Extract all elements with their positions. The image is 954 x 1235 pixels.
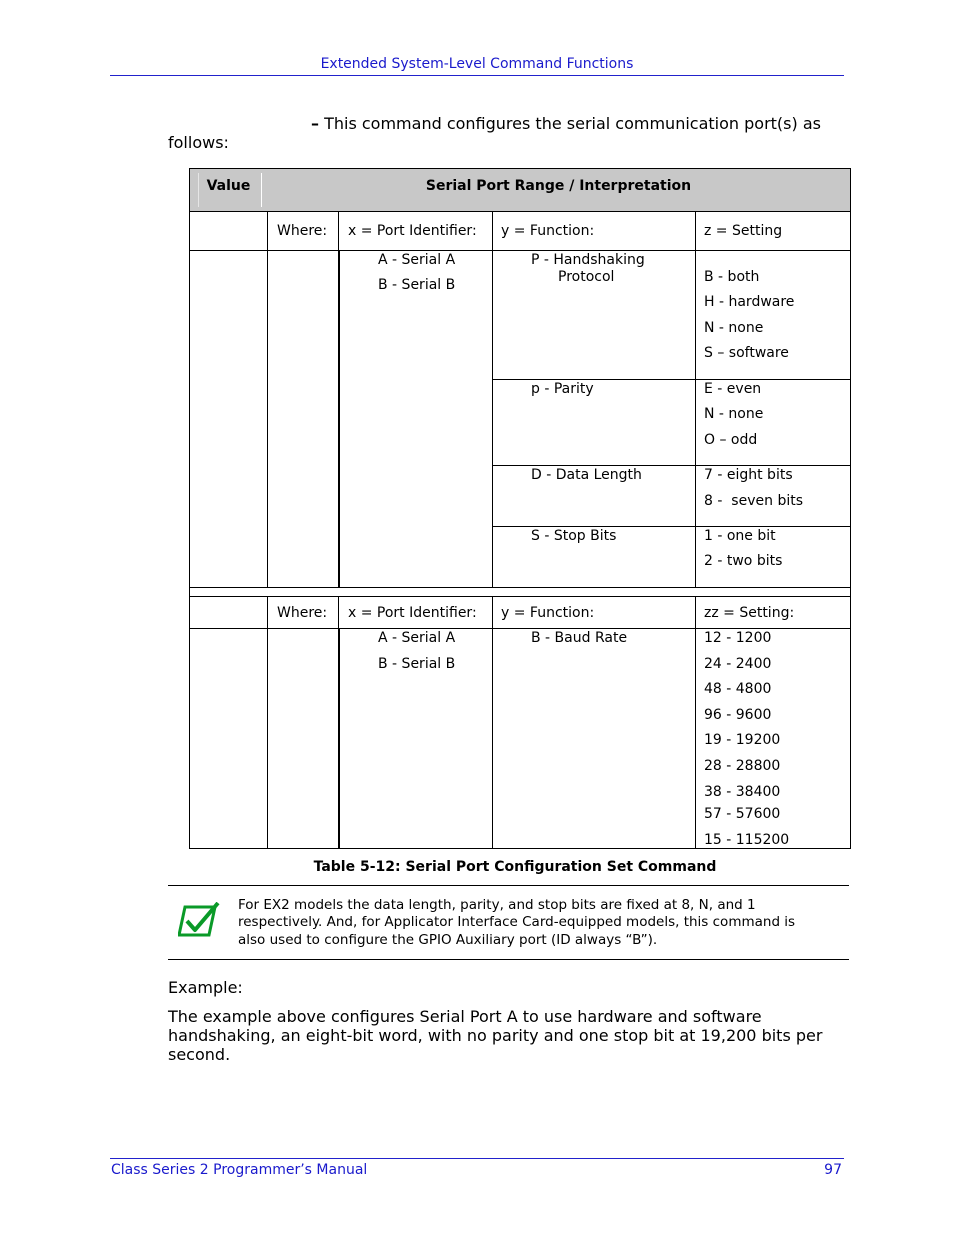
col-header-value: Value bbox=[206, 178, 251, 194]
s1-y-label: y = Function: bbox=[501, 223, 595, 239]
note-rule-bottom bbox=[168, 959, 849, 960]
s1-port-b: B - Serial B bbox=[378, 277, 456, 293]
table-caption: Table 5-12: Serial Port Configuration Set Command bbox=[313, 859, 717, 875]
fn-parity: p - Parity bbox=[531, 381, 594, 397]
section2-label-bottom bbox=[189, 628, 851, 629]
baud-setting-7: 57 - 57600 bbox=[704, 806, 781, 822]
setting-hs-0: B - both bbox=[704, 269, 760, 285]
baud-setting-3: 96 - 9600 bbox=[704, 707, 772, 723]
setting-sb-0: 1 - one bit bbox=[704, 528, 776, 544]
setting-hs-2: N - none bbox=[704, 320, 764, 336]
col-line-y-s1 bbox=[695, 211, 696, 588]
note-rule-top bbox=[168, 885, 849, 886]
row-sep-parity bbox=[492, 465, 851, 466]
col-line-x-s2 bbox=[492, 596, 493, 849]
note-line-3: also used to configure the GPIO Auxiliary port (ID always “B”). bbox=[238, 932, 658, 948]
section1-bottom bbox=[189, 587, 851, 588]
setting-parity-1: N - none bbox=[704, 406, 764, 422]
s2-y-label: y = Function: bbox=[501, 605, 595, 621]
table-border-top bbox=[189, 168, 851, 169]
s2-z-label: zz = Setting: bbox=[704, 605, 795, 621]
s2-port-a: A - Serial A bbox=[378, 630, 456, 646]
baud-setting-8: 15 - 115200 bbox=[704, 832, 790, 848]
example-line-2: handshaking, an eight-bit word, with no parity and one stop bit at 19,200 bits per bbox=[168, 1026, 823, 1045]
col-line-where-s1-b bbox=[339, 250, 340, 588]
s2-x-label: x = Port Identifier: bbox=[348, 605, 477, 621]
baud-setting-1: 24 - 2400 bbox=[704, 656, 772, 672]
fn-stop-bits: S - Stop Bits bbox=[531, 528, 617, 544]
row-sep-handshake bbox=[492, 379, 851, 380]
s1-z-label: z = Setting bbox=[704, 223, 783, 239]
fn-handshaking-line2: Protocol bbox=[558, 269, 615, 285]
setting-sb-1: 2 - two bits bbox=[704, 553, 783, 569]
table-border-right bbox=[850, 168, 851, 849]
table-border-left bbox=[189, 168, 190, 849]
fn-baud-rate: B - Baud Rate bbox=[531, 630, 628, 646]
col-line-value-s1 bbox=[267, 211, 268, 588]
table-border-bottom bbox=[189, 848, 851, 849]
setting-hs-1: H - hardware bbox=[704, 294, 795, 310]
fn-handshaking: P - Handshaking bbox=[531, 252, 645, 268]
setting-dl-0: 7 - eight bits bbox=[704, 467, 793, 483]
example-line-1: The example above configures Serial Port A to use hardware and software bbox=[168, 1007, 762, 1026]
setting-hs-3: S – software bbox=[704, 345, 789, 361]
col-line-value-s2 bbox=[267, 596, 268, 849]
intro-line-2: follows: bbox=[168, 133, 229, 152]
baud-setting-4: 19 - 19200 bbox=[704, 732, 781, 748]
s2-where: Where: bbox=[277, 605, 328, 621]
footer-rule bbox=[110, 1158, 844, 1159]
note-line-2: respectively. And, for Applicator Interface Card-equipped models, this command is bbox=[238, 914, 796, 930]
col-line-x-s1 bbox=[492, 211, 493, 588]
col-line-where-s2-b bbox=[339, 628, 340, 849]
baud-setting-5: 28 - 28800 bbox=[704, 758, 781, 774]
page-number: 97 bbox=[824, 1162, 842, 1178]
fn-data-length: D - Data Length bbox=[531, 467, 642, 483]
running-header: Extended System-Level Command Functions bbox=[320, 56, 634, 72]
s1-x-label: x = Port Identifier: bbox=[348, 223, 477, 239]
setting-dl-1: 8 - seven bits bbox=[704, 493, 803, 509]
section1-label-bottom bbox=[189, 250, 851, 251]
example-line-3: second. bbox=[168, 1045, 231, 1064]
s1-port-a: A - Serial A bbox=[378, 252, 456, 268]
baud-setting-6: 38 - 38400 bbox=[704, 784, 781, 800]
col-header-range: Serial Port Range / Interpretation bbox=[425, 178, 692, 194]
intro-dash: – bbox=[311, 114, 319, 133]
footer-manual-title: Class Series 2 Programmer’s Manual bbox=[111, 1162, 368, 1178]
note-line-1: For EX2 models the data length, parity, and stop bits are fixed at 8, N, and 1 bbox=[238, 897, 756, 913]
intro-text: This command configures the serial communication port(s) as bbox=[324, 114, 821, 133]
col-line-y-s2 bbox=[695, 596, 696, 849]
example-label: Example: bbox=[168, 978, 243, 997]
baud-setting-0: 12 - 1200 bbox=[704, 630, 772, 646]
row-sep-datalength bbox=[492, 526, 851, 527]
section2-top bbox=[189, 596, 851, 597]
baud-setting-2: 48 - 4800 bbox=[704, 681, 772, 697]
table-header-bottom bbox=[189, 211, 851, 212]
s2-port-b: B - Serial B bbox=[378, 656, 456, 672]
s1-where: Where: bbox=[277, 223, 328, 239]
setting-parity-2: O – odd bbox=[704, 432, 758, 448]
setting-parity-0: E - even bbox=[704, 381, 762, 397]
check-note-icon bbox=[178, 902, 220, 938]
